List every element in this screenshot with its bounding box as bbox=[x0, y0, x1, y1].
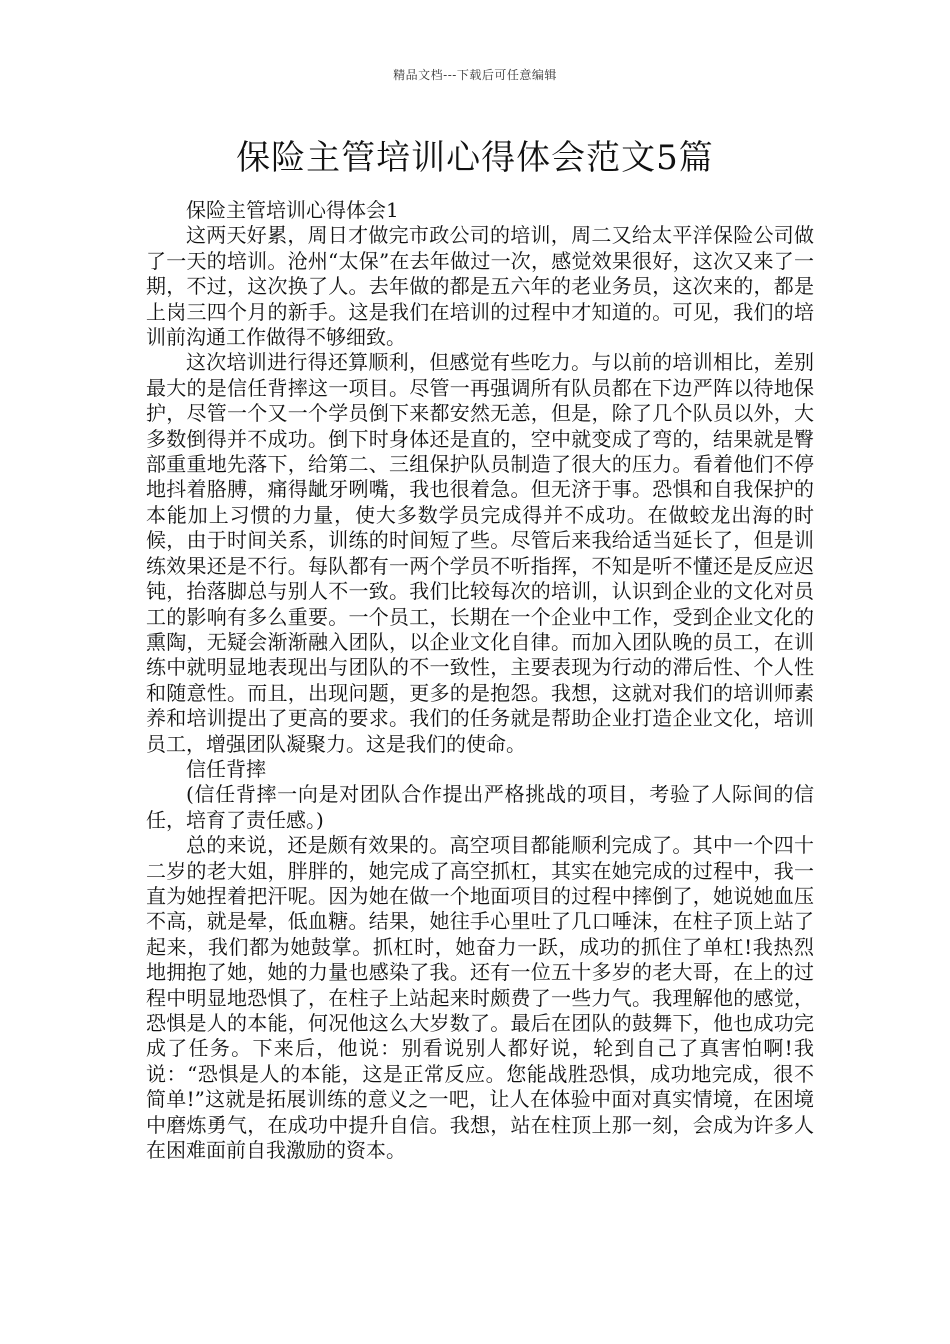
body-paragraph: 这次培训进行得还算顺利，但感觉有些吃力。与以前的培训相比，差别最大的是信任背摔这一项目。尽管一再强调所有队员都在下边严阵以待地保护，尽管一个又一个学员倒下来都安然无恙，但是，除了几个队员以外，大多数倒得并不成功。倒下时身体还是直的，空中就变成了弯的，结果就是臀部重重地先落下，给第二、三组保护队员制造了很大的压力。看着他们不停地抖着胳膊，痛得龇牙咧嘴，我也很着急。但无济于事。恐惧和自我保护的本能加上习惯的力量，使大多数学员完成得并不成功。在做蛟龙出海的时候，由于时间关系，训练的时间短了些。尽管后来我给适当延长了，但是训练效果还是不行。每队都有一两个学员不听指挥，不知是听不懂还是反应迟钝，抬落脚总与别人不一致。我们比较每次的培训，认识到企业的文化对员工的影响有多么重要。一个员工，长期在一个企业中工作，受到企业文化的熏陶，无疑会渐渐融入团队，以企业文化自律。而加入团队晚的员工，在训练中就明显地表现出与团队的不一致性，主要表现为行动的滞后性、个人性和随意性。而且，出现问题，更多的是抱怨。我想，这就对我们的培训师素养和培训提出了更高的要求。我们的任务就是帮助企业打造企业文化，培训员工，增强团队凝聚力。这是我们的使命。 bbox=[146, 350, 814, 756]
section-heading-1: 保险主管培训心得体会1 bbox=[186, 198, 399, 222]
body-paragraph: 这两天好累，周日才做完市政公司的培训，周二又给太平洋保险公司做了一天的培训。沧州“太保”在去年做过一次，感觉效果很好，这次又来了一期，不过，这次换了人。去年做的都是五六年的老业务员，这次来的，都是上岗三四个月的新手。这是我们在培训的过程中才知道的。可见，我们的培训前沟通工作做得不够细致。 bbox=[146, 223, 814, 350]
document-title: 保险主管培训心得体会范文5篇 bbox=[236, 138, 714, 178]
document-body bbox=[146, 198, 814, 1163]
body-paragraph: 总的来说，还是颇有效果的。高空项目都能顺利完成了。其中一个四十二岁的老大姐，胖胖的，她完成了高空抓杠，其实在她完成的过程中，我一直为她捏着把汗呢。因为她在做一个地面项目的过程中摔倒了，她说她血压不高，就是晕，低血糖。结果，她往手心里吐了几口唾沫，在柱子顶上站了起来，我们都为她鼓掌。抓杠时，她奋力一跃，成功的抓住了单杠!我热烈地拥抱了她，她的力量也感染了我。还有一位五十多岁的老大哥，在上的过程中明显地恐惧了，在柱子上站起来时颇费了一些力气。我理解他的感觉，恐惧是人的本能，何况他这么大岁数了。最后在团队的鼓舞下，他也成功完成了任务。下来后，他说：别看说别人都好说，轮到自己了真害怕啊!我说：“恐惧是人的本能，这是正常反应。您能战胜恐惧，成功地完成，很不简单!”这就是拓展训练的意义之一吧，让人在体验中面对真实情境，在困境中磨炼勇气，在成功中提升自信。我想，站在柱顶上那一刻，会成为许多人在困难面前自我激励的资本。 bbox=[146, 833, 814, 1163]
body-paragraph-note: (信任背摔一向是对团队合作提出严格挑战的项目，考验了人际间的信任，培育了责任感。) bbox=[146, 782, 814, 832]
section-heading-trust-fall: 信任背摔 bbox=[186, 756, 266, 781]
page-header: 精品文档---下载后可任意编辑 bbox=[393, 68, 557, 82]
